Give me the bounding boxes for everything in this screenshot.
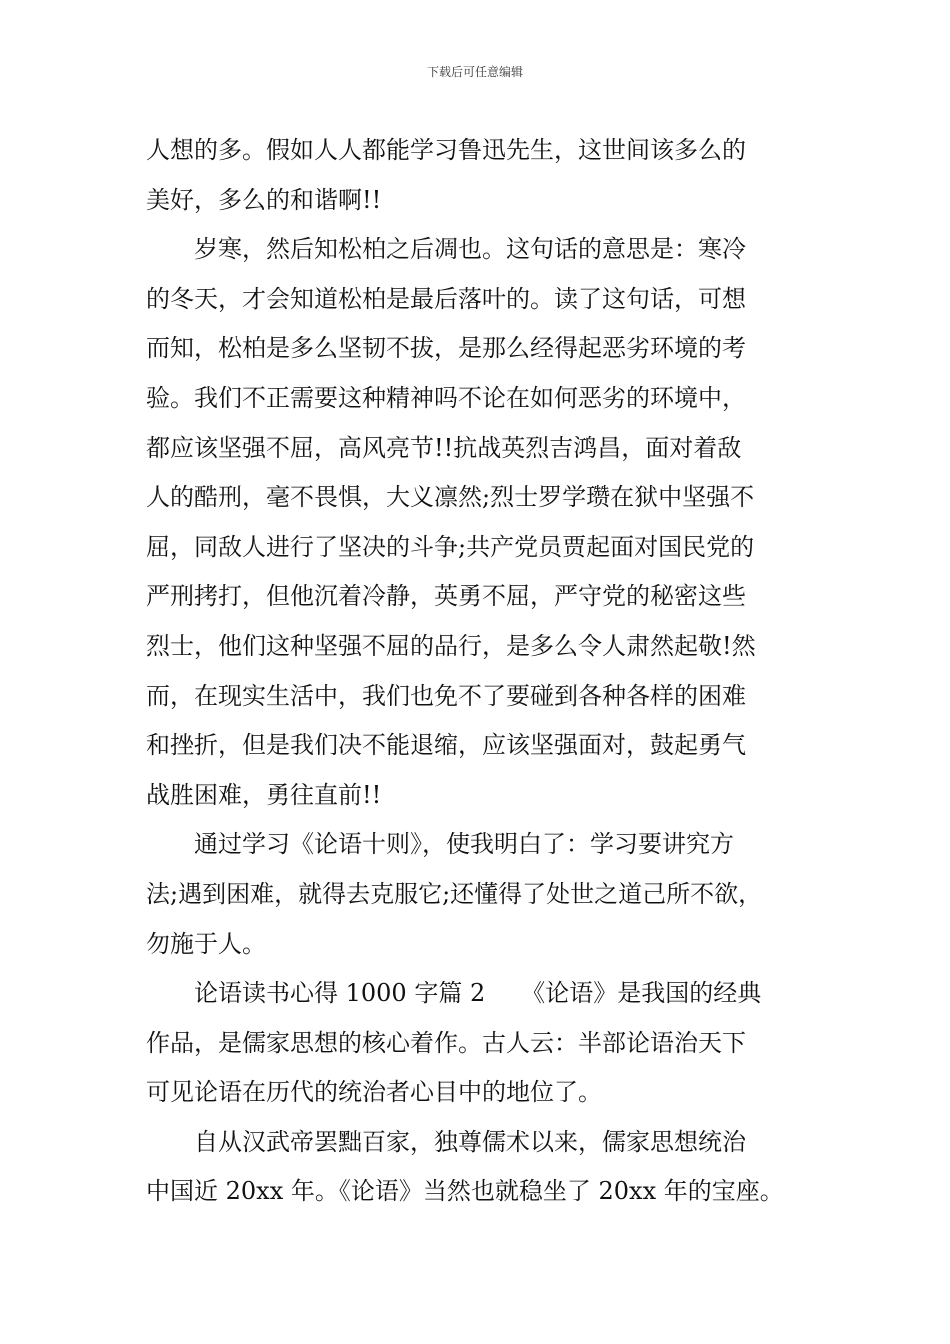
text-line: 法;遇到困难，就得去克服它;还懂得了处世之道己所不欲，	[146, 879, 763, 908]
body-text	[146, 126, 836, 1217]
text-line: 通过学习《论语十则》，使我明白了：学习要讲究方	[146, 830, 734, 859]
text-line: 人的酷刑，毫不畏惧，大义凛然;烈士罗学瓒在狱中坚强不	[146, 483, 755, 512]
text-line: 岁寒，然后知松柏之后凋也。这句话的意思是：寒冷	[146, 235, 746, 264]
text-line: 战胜困难，勇往直前!!	[146, 780, 382, 809]
text-line: 的冬天，才会知道松柏是最后落叶的。读了这句话，可想	[146, 284, 746, 313]
page-header-note: 下载后可任意编辑	[426, 65, 523, 79]
text-line: 严刑拷打，但他沉着冷静，英勇不屈，严守党的秘密这些	[146, 582, 746, 611]
text-line: 而知，松柏是多么坚韧不拔，是那么经得起恶劣环境的考	[146, 334, 746, 363]
text-line: 中国近 20xx 年。《论语》当然也就稳坐了 20xx 年的宝座。	[146, 1177, 784, 1206]
text-line: 屈，同敌人进行了坚决的斗争;共产党员贾起面对国民党的	[146, 532, 755, 561]
text-line: 烈士，他们这种坚强不屈的品行，是多么令人肃然起敬!然	[146, 631, 756, 660]
text-line: 都应该坚强不屈，高风亮节!!抗战英烈吉鸿昌，面对着敌	[146, 433, 742, 462]
text-line: 勿施于人。	[146, 929, 266, 958]
text-line: 人想的多。假如人人都能学习鲁迅先生，这世间该多么的	[146, 136, 746, 164]
text-line: 可见论语在历代的统治者心目中的地位了。	[146, 1078, 602, 1107]
text-line: 和挫折，但是我们决不能退缩，应该坚强面对，鼓起勇气	[146, 731, 746, 760]
section-heading-line: 论语读书心得 1000 字篇 2 《论语》是我国的经典	[146, 979, 762, 1008]
text-line: 验。我们不正需要这种精神吗不论在如何恶劣的环境中，	[146, 383, 746, 412]
text-line: 作品，是儒家思想的核心着作。古人云：半部论语治天下	[146, 1028, 746, 1057]
text-line: 而，在现实生活中，我们也免不了要碰到各种各样的困难	[146, 681, 746, 710]
text-line: 自从汉武帝罢黜百家，独尊儒术以来，儒家思想统治	[146, 1127, 746, 1156]
text-line: 美好，多么的和谐啊!!	[146, 185, 382, 214]
